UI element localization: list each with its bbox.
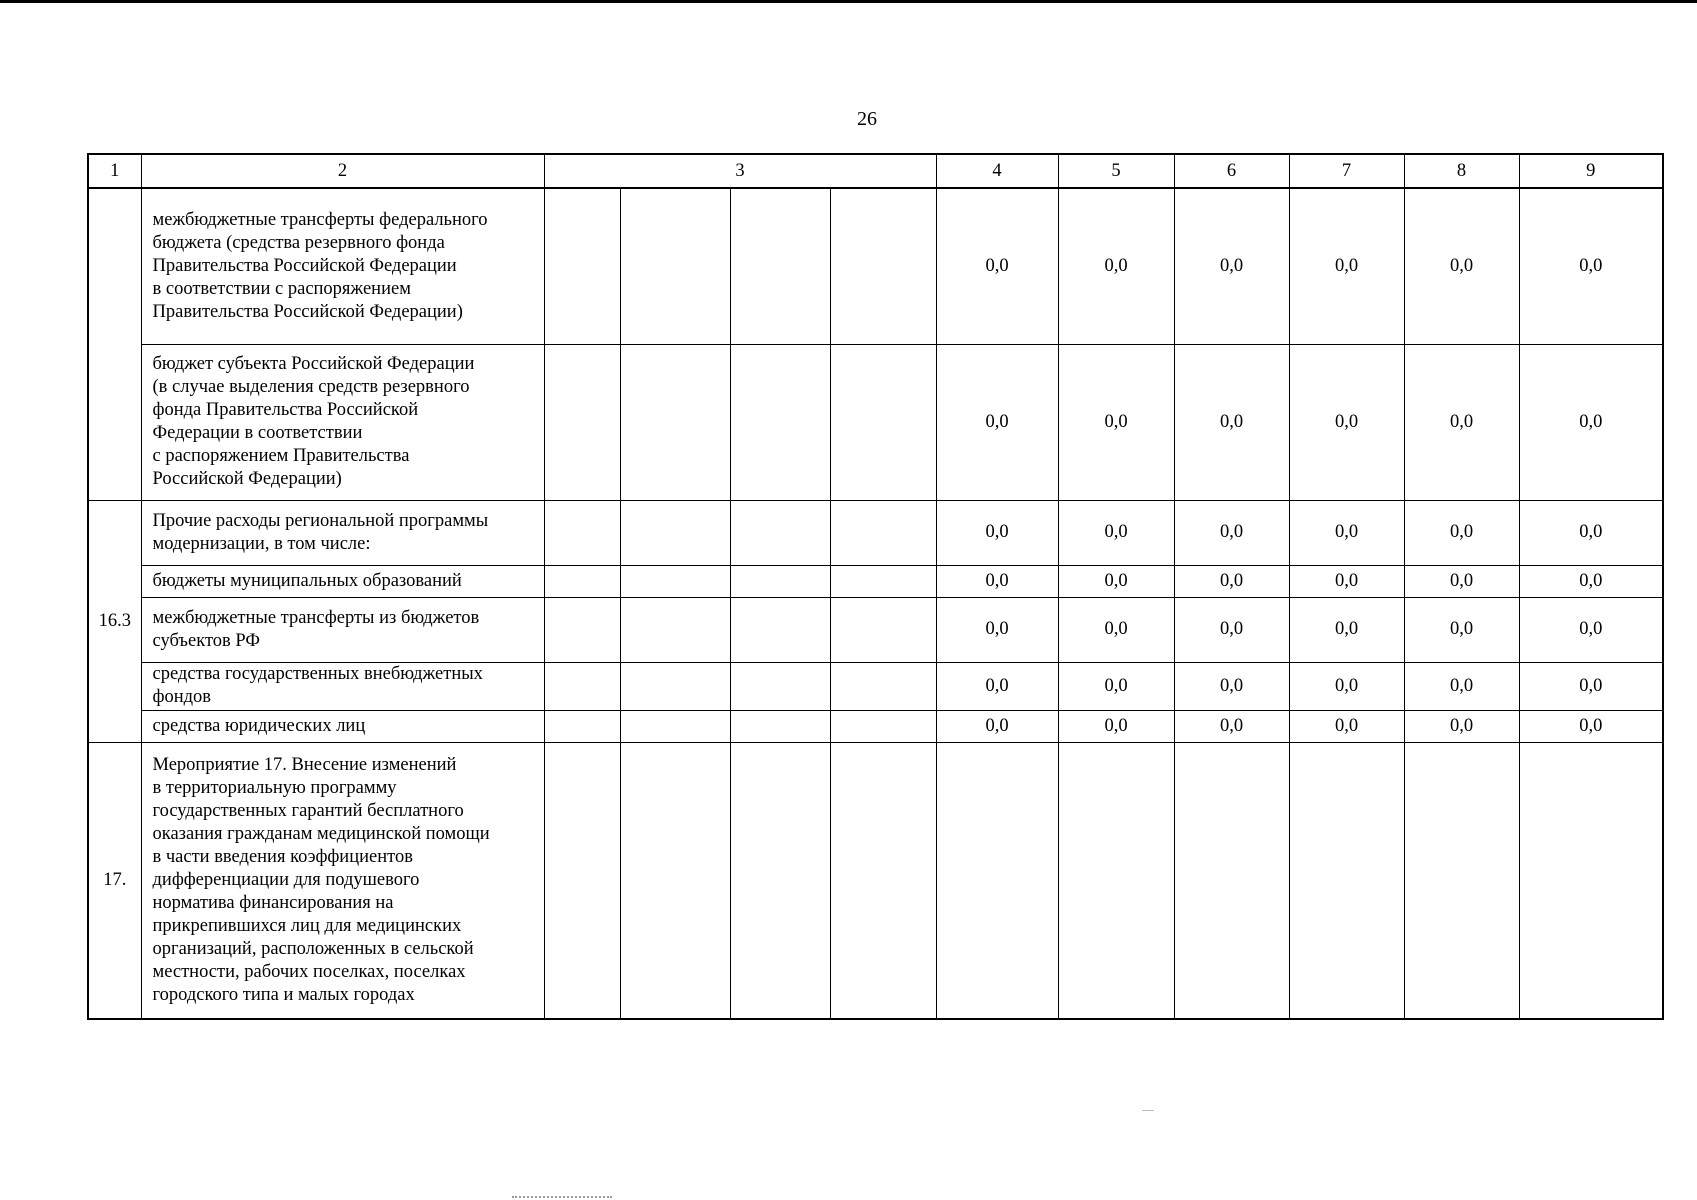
row-number-cell: 17. — [88, 742, 141, 1019]
value-cell: 0,0 — [1404, 710, 1519, 742]
empty-cell — [730, 500, 830, 565]
empty-cell — [620, 344, 730, 500]
value-cell: 0,0 — [1058, 565, 1174, 597]
empty-cell — [620, 662, 730, 710]
value-cell: 0,0 — [1174, 500, 1289, 565]
value-cell: 0,0 — [1519, 188, 1663, 344]
table-row — [88, 344, 1663, 500]
value-cell: 0,0 — [936, 597, 1058, 662]
value-cell: 0,0 — [1289, 344, 1404, 500]
empty-cell — [830, 710, 936, 742]
empty-cell — [544, 500, 620, 565]
value-cell: 0,0 — [1058, 344, 1174, 500]
description-line: оказания гражданам медицинской помощи — [152, 823, 490, 844]
description-line: прикрепившихся лиц для медицинских — [152, 915, 462, 936]
description-line: Прочие расходы региональной программы — [152, 510, 489, 531]
value-cell: 0,0 — [936, 662, 1058, 710]
description-line: средства государственных внебюджетных — [152, 664, 483, 684]
description-line: организаций, расположенных в сельской — [152, 938, 474, 959]
header-cell: 4 — [936, 154, 1058, 188]
description-line: фондов — [152, 687, 212, 707]
empty-cell — [830, 188, 936, 344]
value-cell: 0,0 — [1174, 710, 1289, 742]
value-cell: 0,0 — [1289, 662, 1404, 710]
description-line: Правительства Российской Федерации — [152, 255, 457, 276]
value-cell: 0,0 — [1289, 597, 1404, 662]
description-line: государственных гарантий бесплатного — [152, 800, 464, 821]
description-line: с распоряжением Правительства — [152, 446, 410, 466]
empty-cell — [620, 188, 730, 344]
header-row — [88, 154, 1663, 188]
header-cell: 9 — [1519, 154, 1663, 188]
value-cell: 0,0 — [1519, 597, 1663, 662]
empty-cell — [620, 742, 730, 1019]
value-cell: 0,0 — [1519, 500, 1663, 565]
value-cell — [1174, 742, 1289, 1019]
value-cell: 0,0 — [1404, 188, 1519, 344]
description-line: бюджета (средства резервного фонда — [152, 232, 445, 253]
value-cell: 0,0 — [1404, 597, 1519, 662]
page-number: 26 — [857, 108, 877, 130]
description-cell — [141, 565, 544, 597]
empty-cell — [544, 344, 620, 500]
header-cell: 2 — [141, 154, 544, 188]
value-cell: 0,0 — [936, 188, 1058, 344]
value-cell — [1289, 742, 1404, 1019]
description-line: модернизации, в том числе: — [152, 533, 371, 554]
value-cell: 0,0 — [1174, 597, 1289, 662]
empty-cell — [730, 597, 830, 662]
empty-cell — [730, 344, 830, 500]
empty-cell — [830, 662, 936, 710]
empty-cell — [620, 710, 730, 742]
value-cell — [1404, 742, 1519, 1019]
table-row — [88, 662, 1663, 710]
table-row — [88, 597, 1663, 662]
table-row — [88, 742, 1663, 1019]
value-cell: 0,0 — [1058, 662, 1174, 710]
description-cell — [141, 710, 544, 742]
description-line: бюджеты муниципальных образований — [152, 570, 462, 591]
value-cell: 0,0 — [1519, 344, 1663, 500]
scan-artifact — [1142, 1110, 1154, 1111]
description-line: межбюджетные трансферты из бюджетов — [152, 607, 480, 628]
description-line: (в случае выделения средств резервного — [152, 377, 470, 397]
description-line: в территориальную программу — [152, 777, 397, 798]
description-line: в соответствии с распоряжением — [152, 278, 411, 299]
description-cell — [141, 662, 544, 710]
description-line: Российской Федерации) — [152, 469, 342, 489]
description-line: средства юридических лиц — [152, 715, 366, 736]
description-line: норматива финансирования на — [152, 892, 394, 913]
value-cell: 0,0 — [1174, 188, 1289, 344]
value-cell — [1058, 742, 1174, 1019]
empty-cell — [620, 565, 730, 597]
description-line: дифференциации для подушевого — [152, 869, 420, 890]
value-cell: 0,0 — [1519, 710, 1663, 742]
value-cell: 0,0 — [936, 565, 1058, 597]
description-line: Правительства Российской Федерации) — [152, 301, 463, 322]
value-cell: 0,0 — [1404, 500, 1519, 565]
empty-cell — [544, 565, 620, 597]
row-number-cell: 16.3 — [88, 500, 141, 742]
empty-cell — [620, 597, 730, 662]
description-line: Мероприятие 17. Внесение изменений — [152, 754, 457, 775]
description-line: субъектов РФ — [152, 630, 260, 651]
description-line: бюджет субъекта Российской Федерации — [152, 354, 475, 374]
empty-cell — [730, 710, 830, 742]
header-cell: 1 — [88, 154, 141, 188]
table-row — [88, 565, 1663, 597]
value-cell: 0,0 — [1058, 188, 1174, 344]
value-cell: 0,0 — [936, 500, 1058, 565]
header-cell: 8 — [1404, 154, 1519, 188]
header-cell: 6 — [1174, 154, 1289, 188]
table-row — [88, 500, 1663, 565]
empty-cell — [730, 662, 830, 710]
header-cell: 5 — [1058, 154, 1174, 188]
value-cell: 0,0 — [936, 710, 1058, 742]
header-cell: 7 — [1289, 154, 1404, 188]
description-line: межбюджетные трансферты федерального — [152, 209, 488, 230]
empty-cell — [544, 597, 620, 662]
value-cell: 0,0 — [1404, 662, 1519, 710]
value-cell: 0,0 — [1174, 662, 1289, 710]
empty-cell — [544, 188, 620, 344]
description-cell — [141, 500, 544, 565]
value-cell — [1519, 742, 1663, 1019]
table-row — [88, 188, 1663, 344]
value-cell: 0,0 — [1519, 662, 1663, 710]
empty-cell — [830, 344, 936, 500]
empty-cell — [730, 565, 830, 597]
description-line: фонда Правительства Российской — [152, 400, 419, 420]
row-number-cell — [88, 188, 141, 500]
empty-cell — [830, 500, 936, 565]
empty-cell — [730, 188, 830, 344]
empty-cell — [544, 662, 620, 710]
value-cell: 0,0 — [1058, 710, 1174, 742]
description-cell — [141, 188, 544, 344]
header-cell: 3 — [544, 154, 936, 188]
value-cell: 0,0 — [1404, 565, 1519, 597]
value-cell: 0,0 — [1289, 188, 1404, 344]
value-cell: 0,0 — [1289, 565, 1404, 597]
value-cell — [936, 742, 1058, 1019]
description-line: местности, рабочих поселках, поселках — [152, 961, 466, 982]
value-cell: 0,0 — [1404, 344, 1519, 500]
empty-cell — [544, 710, 620, 742]
value-cell: 0,0 — [936, 344, 1058, 500]
value-cell: 0,0 — [1058, 500, 1174, 565]
empty-cell — [620, 500, 730, 565]
budget-table — [87, 153, 1664, 1020]
empty-cell — [730, 742, 830, 1019]
empty-cell — [830, 565, 936, 597]
empty-cell — [544, 742, 620, 1019]
value-cell: 0,0 — [1519, 565, 1663, 597]
empty-cell — [830, 597, 936, 662]
description-line: в части введения коэффициентов — [152, 846, 413, 867]
description-line: Федерации в соответствии — [152, 423, 363, 443]
description-cell — [141, 742, 544, 1019]
value-cell: 0,0 — [1174, 565, 1289, 597]
value-cell: 0,0 — [1289, 500, 1404, 565]
description-cell — [141, 344, 544, 500]
description-line: городского типа и малых городах — [152, 984, 415, 1005]
value-cell: 0,0 — [1058, 597, 1174, 662]
scan-artifact — [512, 1196, 612, 1198]
description-cell — [141, 597, 544, 662]
value-cell: 0,0 — [1174, 344, 1289, 500]
empty-cell — [830, 742, 936, 1019]
value-cell: 0,0 — [1289, 710, 1404, 742]
scan-top-edge — [0, 0, 1697, 3]
table-row — [88, 710, 1663, 742]
